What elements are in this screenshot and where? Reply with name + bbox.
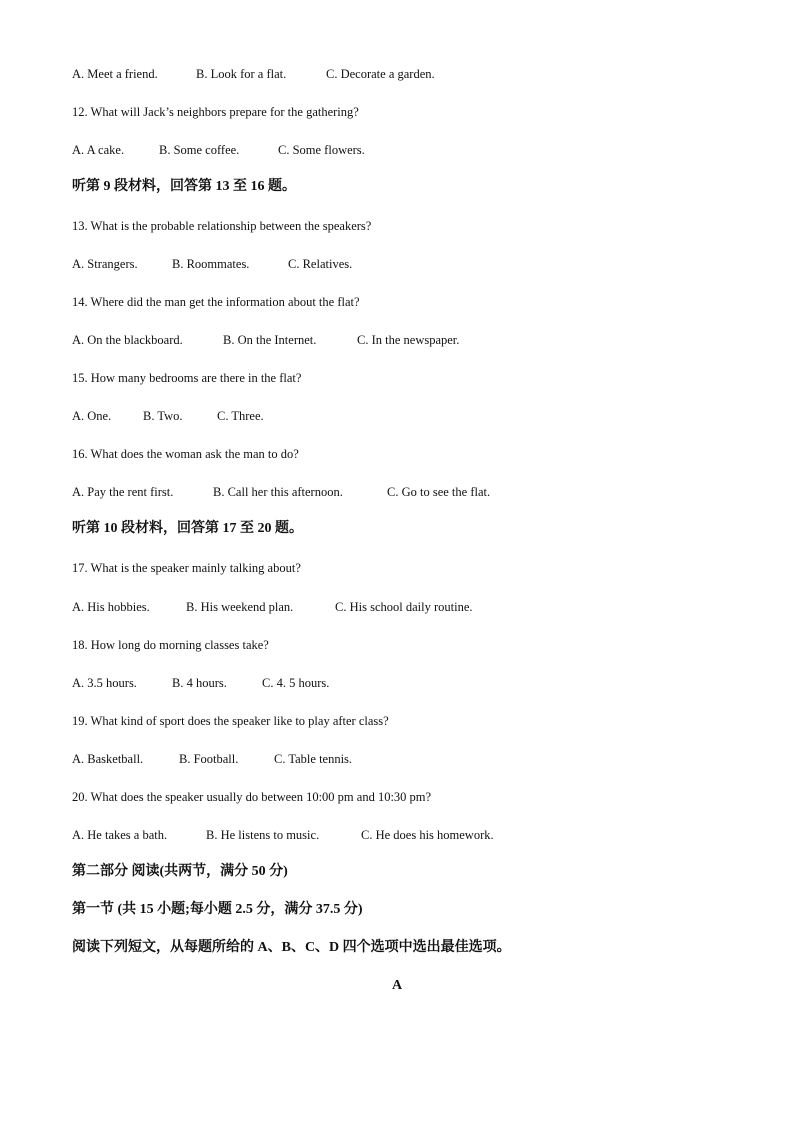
q20-question: 20. What does the speaker usually do between 10:00 pm and 10:30 pm? <box>72 790 432 804</box>
q16-options <box>72 484 490 500</box>
q17-options <box>72 599 473 615</box>
q14-options <box>72 332 459 348</box>
q16-option-c: C. Go to see the flat. <box>387 485 491 499</box>
section9-heading: 听第 9 段材料，回答第 13 至 16 题。 <box>72 179 296 194</box>
q12-options <box>72 142 365 158</box>
q20-options <box>72 827 494 843</box>
q18-option-a: A. 3.5 hours. <box>72 676 137 690</box>
q20-option-b: B. He listens to music. <box>206 828 320 842</box>
section10-heading: 听第 10 段材料，回答第 17 至 20 题。 <box>72 521 303 536</box>
q16-option-a: A. Pay the rent first. <box>72 485 174 499</box>
q13-option-c: C. Relatives. <box>288 257 353 271</box>
section1-heading: 第一节 (共 15 小题;每小题 2.5 分，满分 37.5 分) <box>72 902 363 917</box>
q18-option-b: B. 4 hours. <box>172 676 227 690</box>
q15-question: 15. How many bedrooms are there in the flat? <box>72 371 302 385</box>
q15-option-c: C. Three. <box>217 409 264 423</box>
q18-option-c: C. 4. 5 hours. <box>262 676 330 690</box>
part2-heading: 第二部分 阅读(共两节，满分 50 分) <box>72 864 288 879</box>
q20-option-c: C. He does his homework. <box>361 828 494 842</box>
q18-question: 18. How long do morning classes take? <box>72 638 269 652</box>
q19-question: 19. What kind of sport does the speaker like to play after class? <box>72 714 389 728</box>
q11-option-b: B. Look for a flat. <box>196 67 287 81</box>
q15-options <box>72 408 264 424</box>
q14-option-c: C. In the newspaper. <box>357 333 460 347</box>
q13-options <box>72 256 352 272</box>
q12-option-c: C. Some flowers. <box>278 143 365 157</box>
passage-label: A <box>391 978 403 993</box>
q17-option-c: C. His school daily routine. <box>335 600 473 614</box>
q11-options <box>72 66 435 82</box>
q11-option-a: A. Meet a friend. <box>72 67 158 81</box>
q20-option-a: A. He takes a bath. <box>72 828 168 842</box>
q16-question: 16. What does the woman ask the man to do? <box>72 447 299 461</box>
q19-option-a: A. Basketball. <box>72 752 144 766</box>
q15-option-b: B. Two. <box>143 409 183 423</box>
q18-options <box>72 675 329 691</box>
q17-question: 17. What is the speaker mainly talking about? <box>72 561 301 575</box>
reading-instruction: 阅读下列短文，从每题所给的 A、B、C、D 四个选项中选出最佳选项。 <box>72 940 511 955</box>
q19-option-c: C. Table tennis. <box>274 752 353 766</box>
q13-option-b: B. Roommates. <box>172 257 250 271</box>
q13-question: 13. What is the probable relationship between the speakers? <box>72 219 372 233</box>
q12-question: 12. What will Jack’s neighbors prepare for the gathering? <box>72 105 359 119</box>
q14-option-a: A. On the blackboard. <box>72 333 183 347</box>
q17-option-a: A. His hobbies. <box>72 600 150 614</box>
q11-option-c: C. Decorate a garden. <box>326 67 435 81</box>
q14-option-b: B. On the Internet. <box>223 333 317 347</box>
q19-option-b: B. Football. <box>179 752 239 766</box>
q15-option-a: A. One. <box>72 409 112 423</box>
q12-option-b: B. Some coffee. <box>159 143 240 157</box>
q14-question: 14. Where did the man get the information about the flat? <box>72 295 360 309</box>
q17-option-b: B. His weekend plan. <box>186 600 294 614</box>
q19-options <box>72 751 352 767</box>
q12-option-a: A. A cake. <box>72 143 125 157</box>
q13-option-a: A. Strangers. <box>72 257 138 271</box>
q16-option-b: B. Call her this afternoon. <box>213 485 343 499</box>
